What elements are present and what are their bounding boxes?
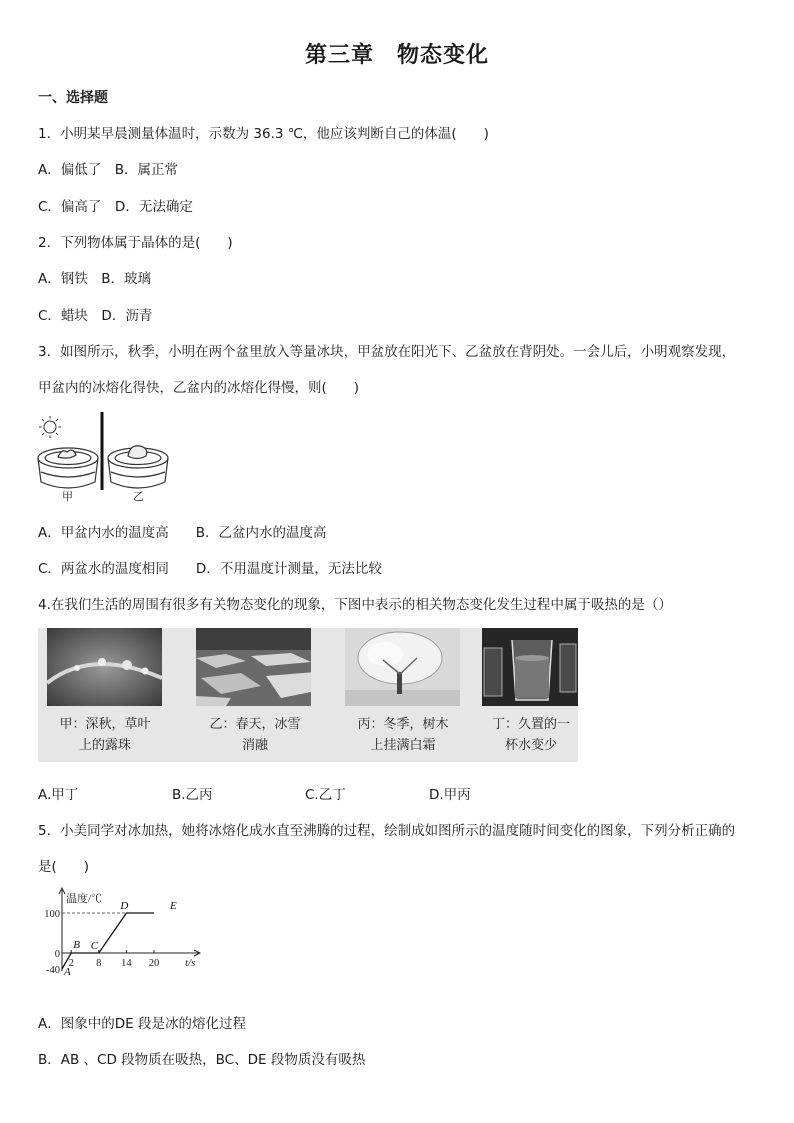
caption-bing <box>342 714 464 756</box>
question-2-options-ab: A．钢铁 B．玻璃 <box>38 271 151 287</box>
point-label-b: B <box>73 939 80 951</box>
question-5-stem-line1: 5．小美同学对冰加热，她将冰熔化成水直至沸腾的过程，绘制成如图所示的温度随时间变化的图象，下列分析正确的 <box>38 823 736 839</box>
sun-icon <box>39 416 61 438</box>
question-4-option-a: A.甲丁 <box>38 787 79 803</box>
question-4-option-b: B.乙丙 <box>172 787 213 803</box>
question-4-stem: 4.在我们生活的周围有很多有关物态变化的现象，下图中表示的相关物态变化发生过程中属于吸热的是（） <box>38 597 672 613</box>
question-2-options-cd: C．蜡块 D．沥青 <box>38 308 153 324</box>
question-1-options-ab: A．偏低了 B．属正常 <box>38 162 178 178</box>
point-label-d: D <box>120 900 129 912</box>
label-jia: 甲 <box>62 490 73 503</box>
frost-tree-photo <box>345 628 460 706</box>
x-tick-label: 14 <box>121 958 132 969</box>
basins-illustration <box>34 410 174 502</box>
question-5-option-b: B．AB 、CD 段物质在吸热，BC、DE 段物质没有吸热 <box>38 1052 366 1068</box>
melting-ice-photo <box>196 628 311 706</box>
question-2-stem: 2．下列物体属于晶体的是( ) <box>38 235 233 251</box>
caption-yi-line1: 乙：春天，冰雪 <box>209 717 301 732</box>
point-label-e: E <box>170 900 177 912</box>
question-4-option-d: D.甲丙 <box>429 787 471 803</box>
x-tick-label: 20 <box>148 958 160 969</box>
question-4-option-c: C.乙丁 <box>305 787 346 803</box>
basin-yi <box>108 446 168 488</box>
caption-jia-line1: 甲：深秋，草叶 <box>59 717 151 732</box>
y-tick-label: 100 <box>44 909 60 920</box>
question-3-stem-line1: 3．如图所示，秋季，小明在两个盆里放入等量冰块，甲盆放在阳光下、乙盆放在背阴处。一会儿后，小明观察发现， <box>38 344 736 360</box>
x-tick-label: 2 <box>68 958 74 969</box>
caption-bing-line2: 上挂满白霜 <box>370 738 436 753</box>
section-heading: 一、选择题 <box>38 90 108 106</box>
temperature-time-chart <box>34 884 214 996</box>
caption-ding <box>470 714 592 756</box>
page-title: 第三章 物态变化 <box>304 42 489 68</box>
caption-bing-line1: 丙：冬季，树木 <box>357 717 449 732</box>
y-axis-title: 温度/℃ <box>66 893 103 905</box>
dew-photo <box>47 628 162 706</box>
question-1-options-cd: C．偏高了 D．无法确定 <box>38 199 193 215</box>
chart-labels <box>44 891 195 978</box>
caption-ding-line1: 丁：久置的一 <box>491 717 570 732</box>
caption-jia <box>44 714 166 756</box>
y-tick-label: -40 <box>46 965 60 976</box>
question-3-options-ab: A．甲盆内水的温度高 B．乙盆内水的温度高 <box>38 525 327 541</box>
basins-figure <box>34 410 174 502</box>
phenomena-photos <box>38 628 578 762</box>
point-label-a: A <box>64 966 71 978</box>
caption-ding-line2: 杯水变少 <box>504 738 557 753</box>
caption-yi <box>194 714 316 756</box>
point-label-c: C <box>90 940 99 952</box>
question-3-stem-line2: 甲盆内的冰熔化得快，乙盆内的冰熔化得慢，则( ) <box>38 380 360 396</box>
y-tick-label: 0 <box>54 949 60 960</box>
basin-jia <box>38 448 98 488</box>
x-tick-label: 8 <box>96 958 102 969</box>
caption-yi-line2: 消融 <box>241 738 268 753</box>
question-3-options-cd: C．两盆水的温度相同 D．不用温度计测量，无法比较 <box>38 561 382 577</box>
water-glass-photo <box>482 628 578 706</box>
x-axis-title: t/s <box>185 957 196 969</box>
caption-jia-line2: 上的露珠 <box>78 738 131 753</box>
question-5-option-a: A．图象中的DE 段是冰的熔化过程 <box>38 1016 246 1032</box>
label-yi: 乙 <box>133 490 144 503</box>
question-1-stem: 1．小明某早晨测量体温时，示数为 36.3 ℃，他应该判断自己的体温( ) <box>38 126 489 142</box>
question-5-stem-line2: 是( ) <box>38 859 90 875</box>
